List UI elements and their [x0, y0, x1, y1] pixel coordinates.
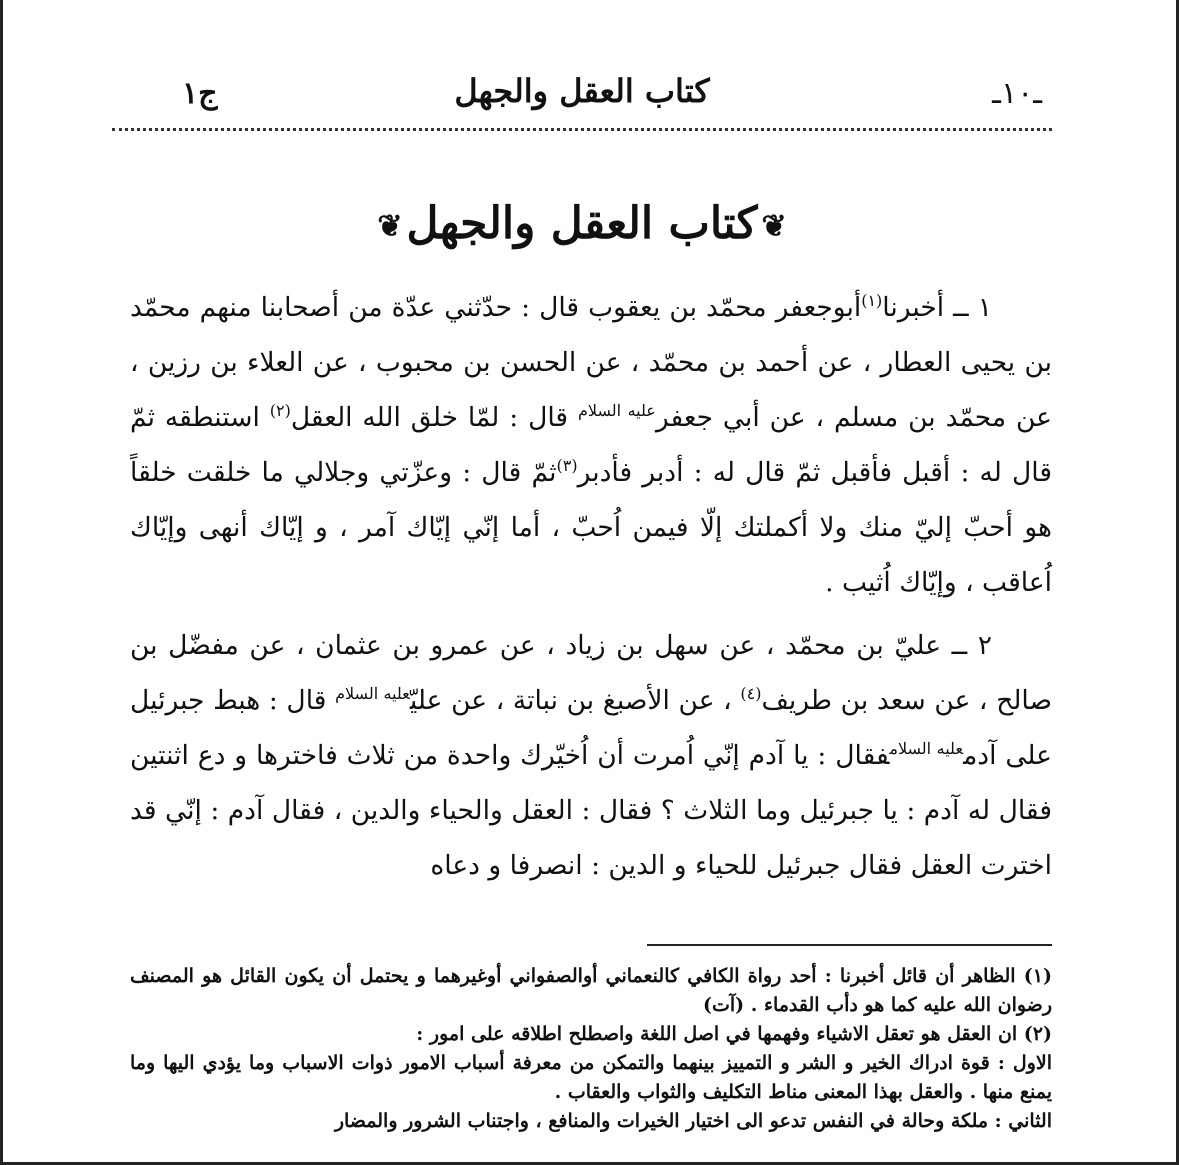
footnotes — [130, 962, 1052, 1136]
hadith-text: قال : لمّا خلق الله العقل — [290, 402, 569, 433]
chapter-title-text: كتاب العقل والجهل — [406, 198, 758, 249]
footnote-separator — [647, 944, 1052, 946]
hadith-text: أبوجعفر محمّد بن يعقوب قال : حدّثني عدّة من أصحابنا منهم محمّد بن يحيى العطار ، عن أحمد بن محمّد ، عن الحسن بن محبوب ، عن العلاء بن رزين ، عن محمّد بن مسلم ، عن أبي جعفر — [130, 292, 1052, 433]
footnote-2-b: الثاني : ملكة وحالة في النفس تدعو الى اختيار الخيرات والمنافع ، واجتناب الشرور والمضار — [334, 1110, 1052, 1132]
body-text — [130, 280, 1052, 893]
page-number: ـ١٠ـ — [992, 76, 1042, 111]
hadith-text: ، عن الأصبغ بن نباتة ، عن عليّ — [409, 685, 732, 716]
honorific-glyph: عليه السلام — [889, 739, 964, 759]
hadith-number: ١ ــ — [953, 292, 992, 323]
hadith-text: ثمّ قال : وعزّتي وجلالي ما خلقت خلقاً هو أحبّ إليّ منك ولا أكملتك إلّا فيمن اُحبّ ، أما إنّي إيّاك آمر ، و إيّاك أنهى وإيّاك اُعاقب ، وإيّاك اُثيب . — [130, 457, 1052, 598]
hadith-paragraph-2 — [130, 618, 1052, 893]
chapter-title — [112, 198, 1052, 249]
hadith-paragraph-1 — [130, 280, 1052, 610]
hadith-number: ٢ ــ — [951, 630, 993, 661]
running-title: كتاب العقل والجهل — [454, 72, 710, 110]
footnote-2-a: الاول : قوة ادراك الخير و الشر و التمييز بينهما والتمكن من معرفة أسباب الامور ذوات الاسباب وما يؤدي اليها وما يمنع منها . والعقل بهذا المعنى مناط التكليف والثواب والعقاب . — [130, 1052, 1052, 1103]
hadith-text: أخبرنا — [882, 292, 945, 323]
book-page — [112, 58, 1052, 1165]
ornament-left-icon: ❦ — [377, 209, 403, 244]
honorific-glyph: عليه السلام — [335, 684, 410, 704]
footnote-ref: (٤) — [740, 684, 762, 704]
footnote-ref: (٣) — [556, 456, 578, 476]
footnote-2: (٢) ان العقل هو تعقل الاشياء وفهمها في اصل اللغة واصطلح اطلاقه على امور : — [416, 1023, 1052, 1045]
running-header — [112, 72, 1052, 120]
ornament-right-icon: ❦ — [761, 209, 787, 244]
footnote-1: (١) الظاهر أن قائل أخبرنا : أحد رواة الكافي كالنعماني أوالصفواني أوغيرهما و يحتمل أن يكون القائل هو المصنف رضوان الله عليه كما هو دأب القدماء . (آت) — [130, 965, 1052, 1016]
hadith-text: عليّ بن محمّد ، عن سهل بن زياد ، عن عمرو بن عثمان ، عن مفضّل بن صالح ، عن سعد بن طريف — [130, 630, 1052, 716]
hadith-text: فقال : يا آدم إنّي اُمرت أن اُخيّرك واحدة من ثلاث فاخترها و دع اثنتين فقال له آدم : يا جبرئيل وما الثلاث ؟ فقال : العقل والحياء والدين ، فقال آدم : إنّي قد اخترت العقل فقال جبرئيل للحياء و الدين : انصرفا و دعاه — [130, 740, 1052, 881]
footnote-ref: (١) — [861, 291, 883, 311]
volume-number: ج١ — [182, 76, 218, 111]
hadith-text: استنطقه ثمّ قال له : أقبل فأقبل ثمّ قال له : أدبر فأدبر — [130, 402, 1052, 488]
honorific-glyph: عليه السلام — [577, 401, 656, 421]
footnote-ref: (٢) — [269, 401, 291, 421]
hadith-text: قال : هبط جبرئيل على آدم — [130, 685, 1052, 771]
header-dotted-rule — [112, 128, 1052, 131]
